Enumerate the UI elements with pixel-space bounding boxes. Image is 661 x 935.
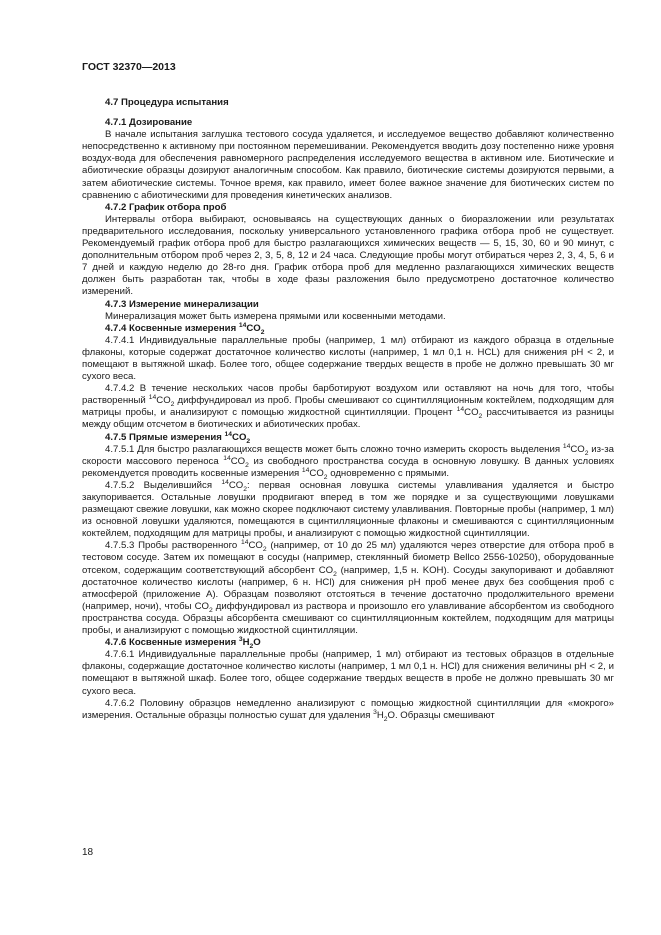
paragraph-4-7-2: Интервалы отбора выбирают, основываясь на существующих данных о биоразложении или результатах предварительного исследования, поскольку универсального установленного графика отбора проб не существует. Рекомендуемый график отбора проб для быстро разлагающихся химических веществ — 5, 15, 30, 60 и 90 минут, с дополнительным отбором проб через 2, 3, 5, 8, 12 и 24 часа. Следующие пробы могут отбираться через 2, 3, 4, 5, 6 и 7 дней и каждую неделю до 28-го дня. График отбора проб для медленно разлагающихся химических веществ должен быть разработан так, чтобы в ходе фазы разложения было предусмотрено достаточное количество измерений. [82, 213, 614, 298]
page-header-standard: ГОСТ 32370—2013 [82, 61, 176, 73]
heading-4-7-1: 4.7.1 Дозирование [105, 117, 193, 129]
paragraph-4-7-5-2: 4.7.5.2 Выделившийся $^{14}CO_2$: первая основная ловушка системы улавливания удаляется и быстро закупоривается. Остальные ловушки продвигают вперед в том же порядке и за существующими ловушками размещают свежие ловушки, как можно скорее подключают систему улавливания. Повторные пробы (например, 1 мл) из основной ловушки удаляются, помещаются в сцинтилляционные флаконы и смешиваются с сцинтилляционным коктейлем, подходящим для матрицы пробы, и анализируют с помощью жидкостной сцинтилляции. [82, 478, 615, 540]
heading-4-7-4: 4.7.4 Косвенные измерения $^{14}CO_2$ [105, 321, 265, 336]
paragraph-4-7-1: В начале испытания заглушка тестового сосуда удаляется, и исследуемое вещество добавляют количественно непосредственно к активному при постоянном перемешивании. Рекомендуется вводить дозу постепенно ниже уровня воздух-вода для обеспечения равномерного распределения исследуемого вещества в активном иле. Биотические и абиотические образцы дозируют аналогичным способом. Как правило, биотические системы дозируются первыми, а затем абиотические системы. Точное время, как правило, имеет более важное значение для биотических систем по сравнению с абиотическими для проведения кинетических анализов. [82, 129, 614, 201]
paragraph-4-7-4-1: 4.7.4.1 Индивидуальные параллельные пробы (например, 1 мл) отбирают из каждого образца в отдельные флаконы, которые содержат достаточное количество кислоты (например, 1 мл 0,1 н. HCL) для снижения pH < 2, и помещают в вытяжной шкаф. Более того, общее содержание твердых веществ в пробе не должно превышать 30 мг сухого веса. [82, 334, 614, 383]
heading-4-7-6: 4.7.6 Косвенные измерения $^3H_2O$ [105, 635, 261, 651]
heading-4-7-2: 4.7.2 График отбора проб [105, 201, 227, 213]
document-body [82, 97, 614, 722]
paragraph-4-7-6-2: 4.7.6.2 Половину образцов немедленно анализируют с помощью жидкостной сцинтилляции для «мокрого» измерения. Остальные образцы полностью сушат для удаления $^3H_2O$. Образцы смешивают [82, 697, 614, 723]
paragraph-4-7-4-2: 4.7.4.2 В течение нескольких часов пробы барботируют воздухом или оставляют на ночь для того, чтобы растворенный $^{14}CO_2$ диффундировал из проб. Пробы смешивают со сцинтилляционным коктейлем, подходящим для матрицы пробы, и анализируют с помощью жидкостной сцинтилляции. Процент $^{14}CO_2$ рассчитывается из разницы между общим отсчетом в биотических и абиотических пробах. [82, 383, 614, 431]
page-number: 18 [82, 847, 94, 858]
paragraph-4-7-5-3: 4.7.5.3 Пробы растворенного $^{14}CO_2$ (например, от 10 до 25 мл) удаляются через отверстие для отбора проб в тестовом сосуде. Затем их помещают в сосуды (например, стеклянный биометр Bellco 2556-10250), оборудованные отсеком, содержащим соответствующий абсорбент $CO_2$ (например, 1,5 н. KOH). Сосуды закупоривают и добавляют достаточное количество кислоты (например, 6 н. HCl) для снижения pH проб менее двух без сообщения проб с атмосферой (приложение А). Образцам позволяют отстояться в течение достаточно продолжительного времени (например, ночи), чтобы $CO_2$ диффундировал из раствора и произошло его улавливание абсорбентом из свободного пространства сосуда. Образцы абсорбента смешивают со сцинтилляционным коктейлем, подходящим для матрицы пробы, и анализируют с помощью жидкостной сцинтилляции. [82, 539, 615, 637]
heading-4-7-3: 4.7.3 Измерение минерализации [105, 298, 259, 310]
heading-4-7: 4.7 Процедура испытания [105, 97, 229, 108]
paragraph-4-7-3: Минерализация может быть измерена прямыми или косвенными методами. [105, 310, 446, 322]
paragraph-4-7-5-1: 4.7.5.1 Для быстро разлагающихся веществ может быть сложно точно измерить скорость выделения $^{14}CO_2$ из-за скорости массового переноса $^{14}CO_2$ из свободного пространства сосуда в основную ловушку. В данных условиях рекомендуется проводить косвенные измерения $^{14}CO_2$ одновременно с прямыми. [82, 442, 615, 481]
paragraph-4-7-6-1: 4.7.6.1 Индивидуальные параллельные пробы (например, 1 мл) отбирают из тестовых образцов в отдельные флаконы, содержащие достаточное количество кислоты (например, 1 мл 0,1 н. HCl) для снижения величины pH < 2, и помещают в вытяжной шкаф. Более того, общее содержание твердых веществ в пробе не должно превышать 30 мг сухого веса. [82, 649, 614, 697]
heading-4-7-5: 4.7.5 Прямые измерения $^{14}CO_2$ [105, 430, 251, 445]
